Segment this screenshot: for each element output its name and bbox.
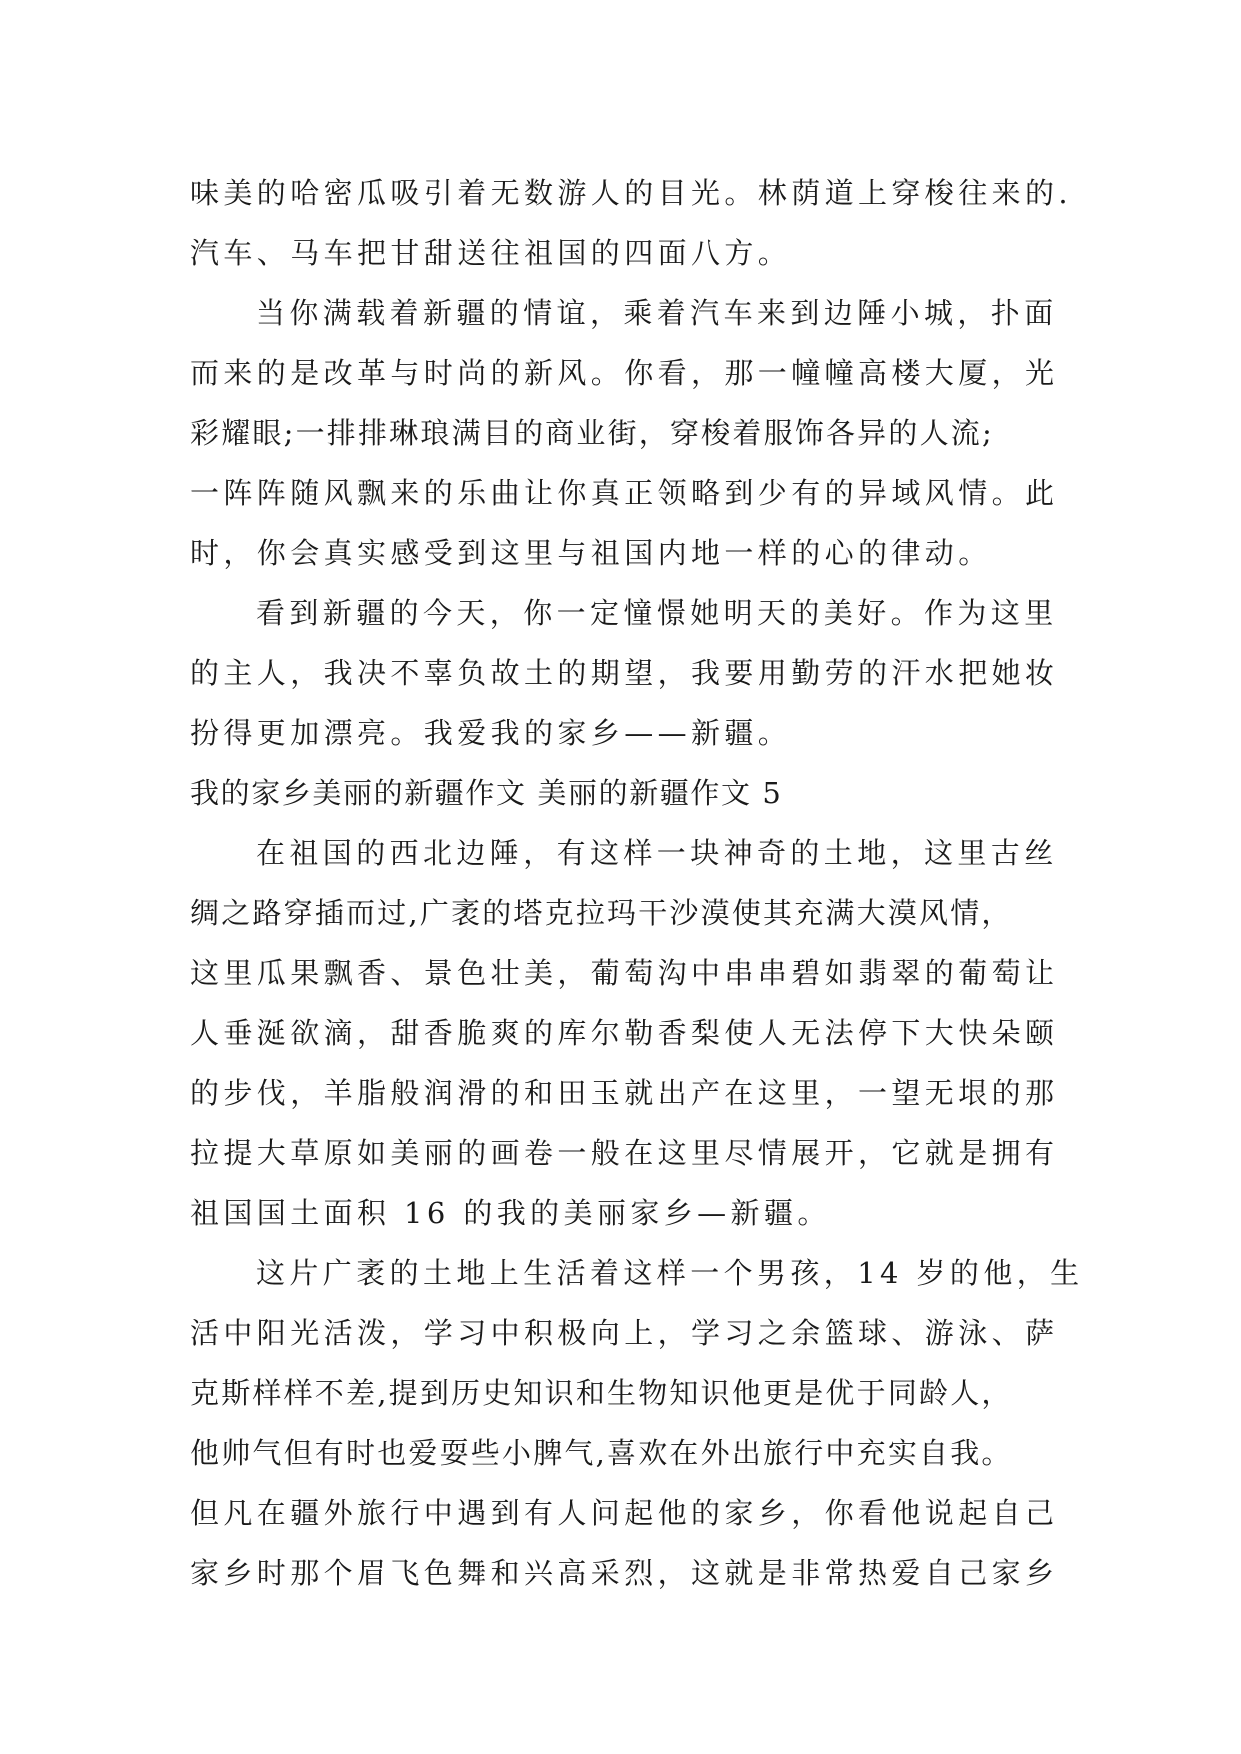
text-line: 扮得更加漂亮。我爱我的家乡——新疆。: [190, 716, 792, 750]
paragraph-3: [190, 583, 1059, 763]
text-line: 而来的是改革与时尚的新风。你看，那一幢幢高楼大厦，光: [190, 356, 1059, 390]
text-line: 时，你会真实感受到这里与祖国内地一样的心的律动。: [190, 536, 992, 570]
text-line: 拉提大草原如美丽的画卷一般在这里尽情展开，它就是拥有: [190, 1136, 1059, 1170]
text-line: 的步伐，羊脂般润滑的和田玉就出产在这里，一望无垠的那: [190, 1076, 1059, 1110]
text-line: 味美的哈密瓜吸引着无数游人的目光。林荫道上穿梭往来的.: [190, 176, 1073, 210]
paragraph-5: [190, 1243, 1084, 1603]
text-line: 看到新疆的今天，你一定憧憬她明天的美好。作为这里: [256, 596, 1058, 630]
text-line: 这片广袤的土地上生活着这样一个男孩，14 岁的他，生: [256, 1256, 1084, 1290]
document-body: [190, 163, 1084, 1603]
text-line: 汽车、马车把甘甜送往祖国的四面八方。: [190, 236, 792, 270]
section-heading: 我的家乡美丽的新疆作文 美丽的新疆作文 5: [190, 776, 783, 810]
paragraph-4: [190, 823, 1059, 1243]
text-line: 在祖国的西北边陲，有这样一块神奇的土地，这里古丝: [256, 836, 1058, 870]
text-line: 但凡在疆外旅行中遇到有人问起他的家乡，你看他说起自己: [190, 1496, 1059, 1530]
text-line: 的主人，我决不辜负故土的期望，我要用勤劳的汗水把她妆: [190, 656, 1059, 690]
text-line: 绸之路穿插而过,广袤的塔克拉玛干沙漠使其充满大漠风情，: [190, 896, 1013, 930]
text-line: 他帅气但有时也爱耍些小脾气,喜欢在外出旅行中充实自我。: [190, 1436, 1013, 1470]
paragraph-2: [190, 283, 1059, 583]
text-line: 一阵阵随风飘来的乐曲让你真正领略到少有的异域风情。此: [190, 476, 1059, 510]
text-line: 这里瓜果飘香、景色壮美，葡萄沟中串串碧如翡翠的葡萄让: [190, 956, 1059, 990]
paragraph-1: [190, 163, 1073, 283]
text-line: 家乡时那个眉飞色舞和兴高采烈，这就是非常热爱自己家乡: [190, 1556, 1059, 1590]
text-line: 当你满载着新疆的情谊，乘着汽车来到边陲小城，扑面: [256, 296, 1058, 330]
text-line: 人垂涎欲滴，甜香脆爽的库尔勒香梨使人无法停下大快朵颐: [190, 1016, 1059, 1050]
text-line: 克斯样样不差,提到历史知识和生物知识他更是优于同龄人，: [190, 1376, 1013, 1410]
text-line: 活中阳光活泼，学习中积极向上，学习之余篮球、游泳、萨: [190, 1316, 1059, 1350]
text-line: 祖国国土面积 16 的我的美丽家乡—新疆。: [190, 1196, 831, 1230]
text-line: 彩耀眼;一排排琳琅满目的商业街，穿梭着服饰各异的人流;: [190, 416, 994, 450]
